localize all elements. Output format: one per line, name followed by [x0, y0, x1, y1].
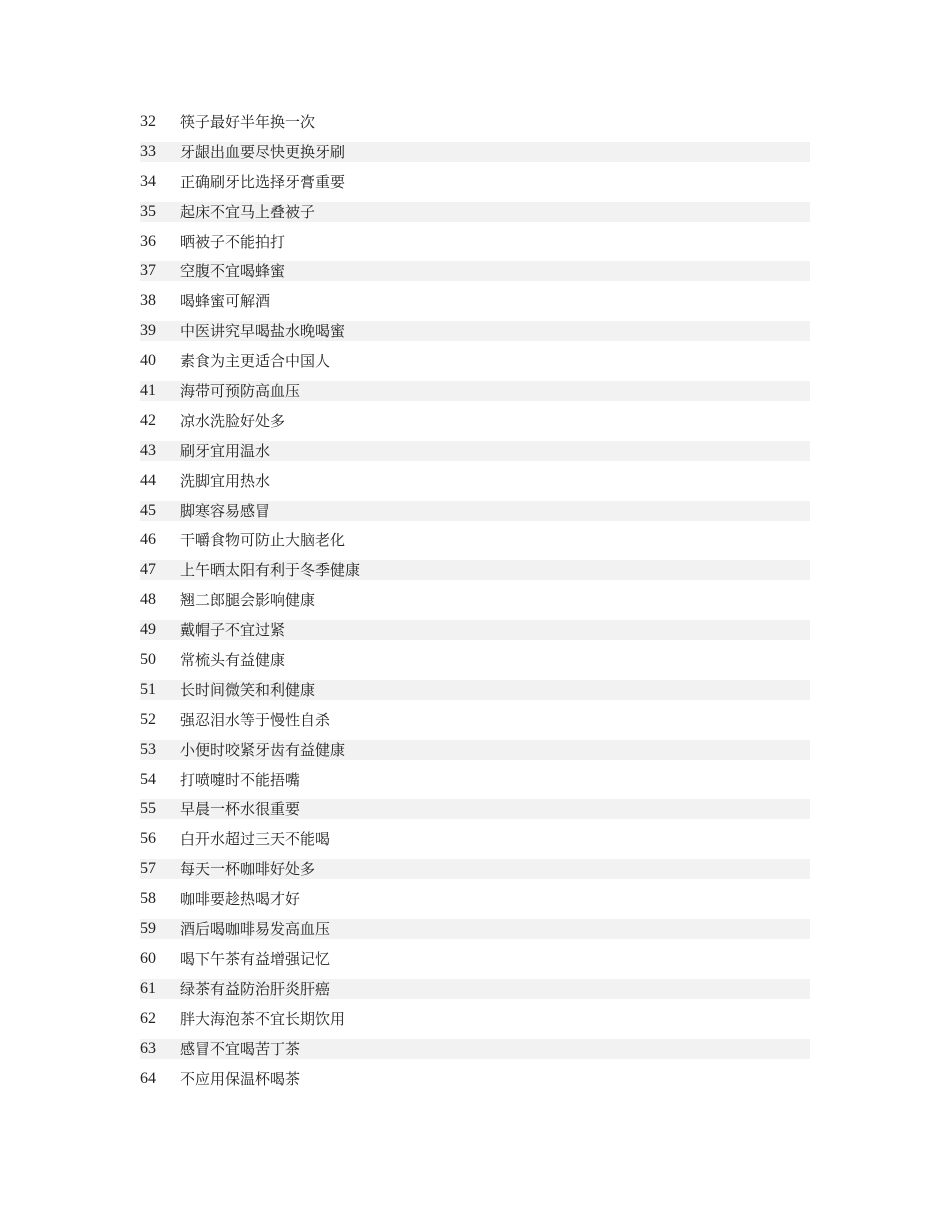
list-item [140, 740, 810, 760]
item-text: 上午晒太阳有利于冬季健康 [180, 561, 361, 580]
list-item [140, 261, 810, 281]
item-number: 33 [140, 142, 156, 160]
list-item [140, 381, 810, 401]
list-item [140, 441, 810, 461]
item-text: 海带可预防高血压 [180, 382, 301, 401]
item-text: 常梳头有益健康 [180, 651, 286, 670]
item-number: 53 [140, 740, 156, 758]
list-item [140, 321, 810, 341]
item-number: 59 [140, 920, 156, 938]
item-text: 凉水洗脸好处多 [180, 411, 286, 430]
list-item [140, 411, 810, 431]
item-text: 酒后喝咖啡易发高血压 [180, 920, 331, 939]
item-text: 素食为主更适合中国人 [180, 352, 331, 371]
item-text: 不应用保温杯喝茶 [180, 1069, 301, 1088]
item-text: 强忍泪水等于慢性自杀 [180, 710, 331, 729]
list-item [140, 1009, 810, 1029]
item-number: 63 [140, 1039, 156, 1057]
item-text: 洗脚宜用热水 [180, 471, 271, 490]
item-text: 每天一杯咖啡好处多 [180, 860, 316, 879]
item-text: 绿茶有益防治肝炎肝癌 [180, 979, 331, 998]
list-item [140, 859, 810, 879]
item-text: 翘二郎腿会影响健康 [180, 591, 316, 610]
item-text: 打喷嚏时不能捂嘴 [180, 770, 301, 789]
list-item [140, 829, 810, 849]
item-number: 39 [140, 322, 156, 340]
list-item [140, 1069, 810, 1089]
item-number: 47 [140, 561, 156, 579]
list-item [140, 770, 810, 790]
item-text: 晒被子不能拍打 [180, 232, 286, 251]
list-item [140, 232, 810, 252]
item-text: 戴帽子不宜过紧 [180, 621, 286, 640]
list-item [140, 530, 810, 550]
item-text: 早晨一杯水很重要 [180, 800, 301, 819]
list-item [140, 710, 810, 730]
list-item [140, 501, 810, 521]
item-number: 38 [140, 292, 156, 310]
item-number: 37 [140, 262, 156, 280]
list-item [140, 620, 810, 640]
item-text: 长时间微笑和利健康 [180, 680, 316, 699]
list-item [140, 351, 810, 371]
item-text: 中医讲究早喝盐水晚喝蜜 [180, 322, 346, 341]
item-number: 60 [140, 949, 156, 967]
item-number: 46 [140, 531, 156, 549]
item-number: 61 [140, 979, 156, 997]
item-number: 64 [140, 1069, 156, 1087]
item-number: 40 [140, 352, 156, 370]
item-number: 32 [140, 113, 156, 130]
item-text: 咖啡要趁热喝才好 [180, 890, 301, 909]
item-number: 34 [140, 172, 156, 190]
item-text: 干嚼食物可防止大脑老化 [180, 531, 346, 550]
list-item [140, 799, 810, 819]
list-item [140, 650, 810, 670]
item-number: 48 [140, 591, 156, 609]
list-item [140, 112, 810, 132]
list-item [140, 291, 810, 311]
list-item [140, 471, 810, 491]
item-number: 54 [140, 770, 156, 788]
item-number: 52 [140, 710, 156, 728]
list-item [140, 560, 810, 580]
item-number: 45 [140, 501, 156, 519]
list-item [140, 172, 810, 192]
item-text: 刷牙宜用温水 [180, 441, 271, 460]
item-text: 白开水超过三天不能喝 [180, 830, 331, 849]
item-text: 感冒不宜喝苦丁茶 [180, 1039, 301, 1058]
item-text: 起床不宜马上叠被子 [180, 202, 316, 221]
item-number: 43 [140, 441, 156, 459]
list-item [140, 889, 810, 909]
item-number: 62 [140, 1009, 156, 1027]
item-text: 脚寒容易感冒 [180, 501, 271, 520]
item-text: 牙龈出血要尽快更换牙刷 [180, 142, 346, 161]
item-text: 正确刷牙比选择牙膏重要 [180, 172, 346, 191]
list-item [140, 590, 810, 610]
item-number: 49 [140, 621, 156, 639]
list-item [140, 202, 810, 222]
item-number: 44 [140, 471, 156, 489]
health-tips-list [140, 112, 810, 1098]
item-number: 42 [140, 411, 156, 429]
item-number: 56 [140, 830, 156, 848]
item-text: 喝下午茶有益增强记忆 [180, 949, 331, 968]
item-number: 41 [140, 382, 156, 400]
item-number: 55 [140, 800, 156, 818]
item-number: 36 [140, 232, 156, 250]
list-item [140, 680, 810, 700]
item-number: 35 [140, 202, 156, 220]
item-text: 胖大海泡茶不宜长期饮用 [180, 1009, 346, 1028]
item-number: 50 [140, 651, 156, 669]
list-item [140, 1039, 810, 1059]
item-text: 空腹不宜喝蜂蜜 [180, 262, 286, 281]
item-text: 喝蜂蜜可解酒 [180, 292, 271, 311]
list-item [140, 979, 810, 999]
item-text: 小便时咬紧牙齿有益健康 [180, 740, 346, 759]
item-number: 58 [140, 890, 156, 908]
list-item [140, 949, 810, 969]
list-item [140, 142, 810, 162]
item-number: 51 [140, 680, 156, 698]
list-item [140, 919, 810, 939]
item-text: 筷子最好半年换一次 [180, 113, 316, 131]
item-number: 57 [140, 860, 156, 878]
